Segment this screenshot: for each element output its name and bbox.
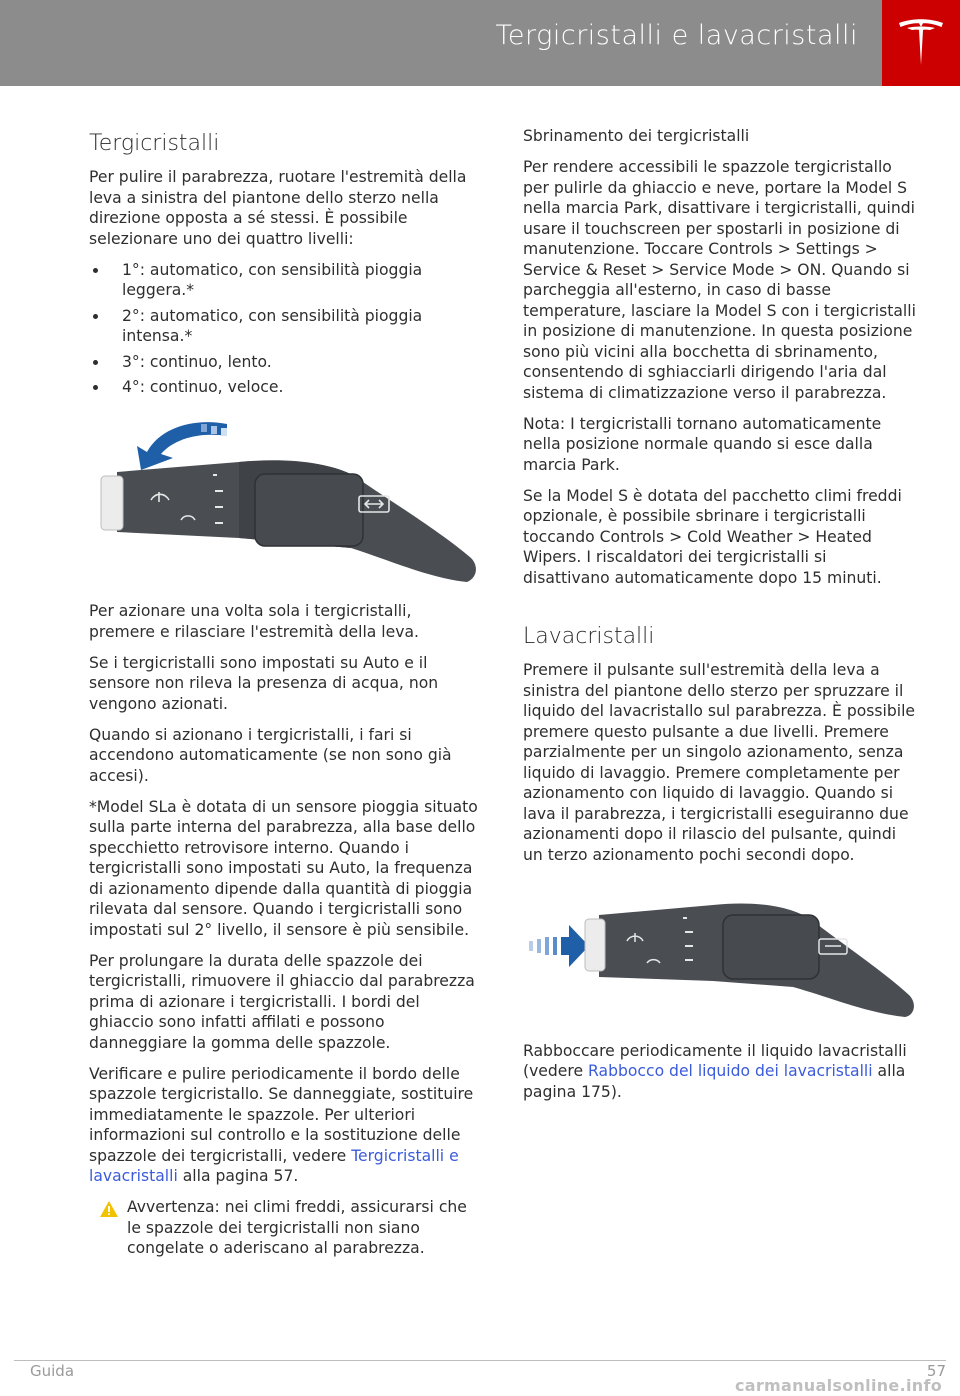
page-header [0,0,960,86]
rain-sensor-note: *Model SLa è dotata di un sensore pioggia situato sulla parte interna del parabrezza, alla base dello specchietto retrovisore interno. Quando i tergicristalli sono impostati su Auto, la frequenza di azionamento dipende dalla quantità di pioggia rilevata dal sensore. Quando i tergicristalli sono impostati sul 2° livello, il sensore è più sensibile. [89,797,478,939]
wipers-once: Per azionare una volta sola i tergicristalli, premere e rilasciare l'estremità della leva. [89,602,419,641]
right-column [523,126,918,1113]
list-item: 3°: continuo, lento. [89,352,481,373]
cold-weather-text: Se la Model S è dotata del pacchetto climi freddi opzionale, è possibile sbrinare i tergicristalli toccando Controls > Cold Weather > Heated Wipers. I riscaldatori dei tergicristalli si disattivano automaticamente dopo 15 minuti. [523,486,902,587]
wipers-auto-no-water: Se i tergicristalli sono impostati su Auto e il sensore non rileva la presenza di acqua, non vengono azionati. [89,653,439,713]
watermark: carmanualsonline.info [734,1376,942,1395]
wipers-headlights: Quando si azionano i tergicristalli, i fari si accendono automaticamente (se non sono già accesi). [89,725,452,785]
wiper-stalk-figure [89,408,481,590]
warning-callout [89,1197,481,1259]
warning-text: Avvertenza: nei climi freddi, assicurarsi che le spazzole dei tergicristalli non siano congelate o aderiscano al parabrezza. [127,1198,467,1257]
tesla-logo-icon [896,17,946,69]
blade-check [89,1064,481,1187]
link-washer-refill[interactable]: Rabbocco del liquido dei lavacristalli [588,1062,873,1080]
link-wipers-page[interactable]: Tergicristalli e lavacristalli [89,1146,459,1185]
washer-stalk-illustration [523,883,918,1023]
refill-text-start: Rabboccare periodicamente il liquido lavacristalli (vedere [523,1041,907,1080]
list-item: 1°: automatico, con sensibilità pioggia leggera.* [89,260,481,301]
footer-divider [14,1360,946,1361]
blade-check-page: alla pagina 57. [177,1167,299,1185]
list-item: 4°: continuo, veloce. [89,377,481,398]
page-number: 57 [926,1362,946,1380]
wipers-intro: Per pulire il parabrezza, ruotare l'estremità della leva a sinistra del piantone dello sterzo nella direzione opposta a sé stessi. È possibile selezionare uno dei quattro livelli: [89,168,467,248]
warning-icon [99,1200,119,1224]
page-title: Tergicristalli e lavacristalli [495,20,858,51]
section-heading-wipers: Tergicristalli [89,131,220,156]
wiper-levels-list [89,260,481,398]
defrost-title: Sbrinamento dei tergicristalli [523,127,750,145]
list-item: 2°: automatico, con sensibilità pioggia intensa.* [89,306,481,347]
tesla-logo [882,0,960,86]
wiper-stalk-illustration [89,408,481,584]
washer-stalk-figure [523,883,918,1029]
washer-text: Premere il pulsante sull'estremità della leva a sinistra del piantone dello sterzo per spruzzare il liquido del lavacristallo sul parabrezza. È possibile premere questo pulsante a due livelli. Premere parzialmente per un singolo azionamento, senza liquido di lavaggio. Premere completamente per azionamento con liquido di lavaggio. Quando si lava il parabrezza, i tergicristalli eseguiranno due azionamenti dopo il rilascio del pulsante, quindi un terzo azionamento pochi secondi dopo. [523,661,916,864]
refill-text-page: alla pagina 175). [523,1062,906,1101]
note-text: Nota: I tergicristalli tornano automaticamente nella posizione normale quando si esce dalla marcia Park. [523,414,882,474]
blade-check-text: Verificare e pulire periodicamente il bordo delle spazzole tergicristallo. Se danneggiate, sostituire immediatamente le spazzole. Per ulteriori informazioni sul controllo e la sostituzione delle spazzole dei tergicristalli, vedere [89,1064,474,1165]
footer-section: Guida [30,1362,75,1380]
left-column [89,126,481,1259]
service-mode-text: Per rendere accessibili le spazzole tergicristallo per pulirle da ghiaccio e neve, portare la Model S nella marcia Park, disattivare i tergicristalli, quindi usare il touchscreen per spostarli in posizione di manutenzione. Toccare Controls > Settings > Service & Reset > Service Mode > ON. Quando si parcheggia all'esterno, in caso di basse temperature, lasciare la Model S con i tergicristalli in posizione di manutenzione. In questa posizione sono più vicini alla bocchetta di sbrinamento, consentendo di sghiacciarli dirigendo l'aria dal sistema di climatizzazione verso il parabrezza. [523,158,916,402]
section-heading-washer: Lavacristalli [523,624,655,649]
refill-text [523,1041,918,1103]
ice-removal: Per prolungare la durata delle spazzole dei tergicristalli, rimuovere il ghiaccio dal parabrezza prima di azionare i tergicristalli. I bordi del ghiaccio sono infatti affilati e possono danneggiare la gomma delle spazzole. [89,951,475,1052]
